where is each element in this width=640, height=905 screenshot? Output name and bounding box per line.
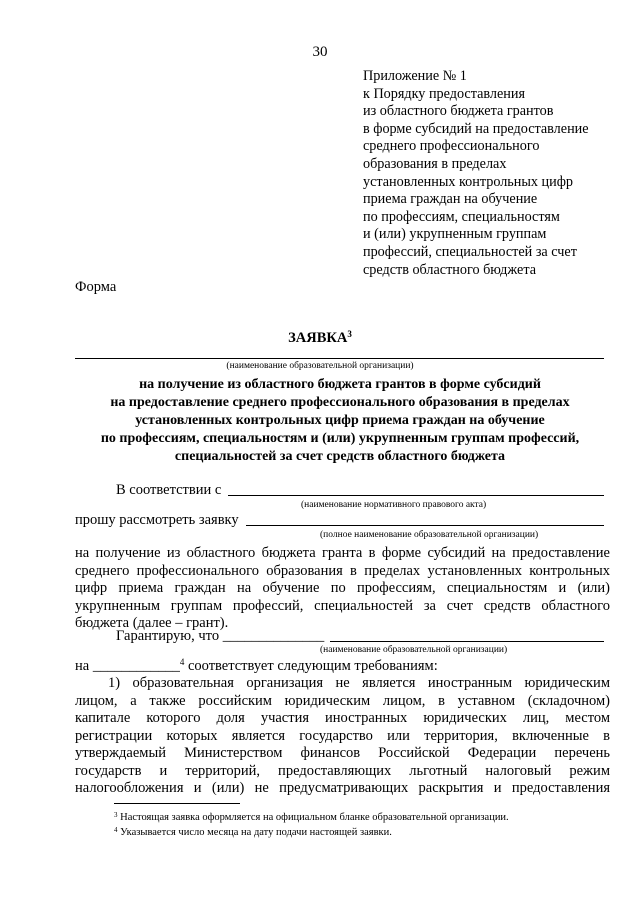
- on-rest-text: соответствует следующим требованиям:: [184, 658, 438, 674]
- guarantee-blank[interactable]: ______________: [222, 628, 325, 644]
- title-footnote-mark: 3: [347, 329, 352, 339]
- document-title: [0, 329, 640, 347]
- act-name-line[interactable]: [228, 495, 604, 496]
- heading-line: специальностей за счет средств областного бюджета: [174, 449, 506, 464]
- footnote-rule: [114, 803, 240, 804]
- full-org-line[interactable]: [246, 525, 604, 526]
- appendix-line: к Порядку предоставления: [363, 85, 525, 102]
- footnote-mark: 3: [114, 811, 118, 819]
- text-line: капитале которого доля участия иностранных юридических лиц, местом: [75, 710, 610, 726]
- guarantee-text: Гарантирую, что: [116, 628, 220, 644]
- appendix-line: по профессиям, специальностям: [363, 208, 560, 225]
- heading-line: установленных контрольных цифр приема граждан на обучение: [135, 413, 545, 428]
- footnote-3: [114, 811, 509, 823]
- appendix-line: приема граждан на обучение: [363, 191, 538, 208]
- heading-line: по профессиям, специальностям и (или) укрупненным группам профессий,: [100, 431, 580, 446]
- footnote-4: [114, 826, 392, 838]
- title-text: ЗАЯВКА: [288, 330, 348, 346]
- heading-line: на получение из областного бюджета грантов в форме субсидий: [139, 377, 541, 392]
- act-caption: (наименование нормативного правового акта): [301, 500, 487, 510]
- appendix-line: Приложение № 1: [363, 68, 467, 84]
- appendix-line: среднего профессионального: [363, 138, 540, 155]
- appendix-line: образования в пределах: [363, 155, 507, 172]
- appendix-line: профессий, специальностей за счет: [363, 243, 577, 260]
- according-text: В соответствии с: [116, 482, 222, 498]
- text-line: укрупненным группам профессий, специальностей за счет средств областного: [75, 597, 610, 614]
- text-line: на получение из областного бюджета гранта в форме субсидий на предоставление: [75, 545, 610, 561]
- heading: [60, 376, 620, 466]
- guarantee-row: [116, 628, 324, 645]
- text-line: среднего профессионального образования в пределах установленных контрольных: [75, 562, 610, 579]
- org-name-line[interactable]: [75, 358, 604, 359]
- text-line: 1) образовательная организация не является иностранным юридическим: [108, 675, 610, 691]
- page-number: 30: [312, 44, 328, 60]
- text-line: лицом, а также российским юридическим лицом, в уставном (складочном): [75, 692, 610, 709]
- on-date-row: [75, 657, 438, 675]
- appendix-line: и (или) укрупненным группам: [363, 226, 547, 243]
- guarantee-caption: (наименование образовательной организации): [320, 645, 508, 655]
- text-line: регистрации которых является государство или территория, включенные в: [75, 727, 610, 744]
- appendix-line: из областного бюджета грантов: [363, 103, 554, 120]
- text-line: утверждаемый Министерством финансов Российской Федерации перечень: [75, 745, 610, 761]
- date-footnote-mark: 4: [179, 657, 185, 667]
- date-blank[interactable]: ____________: [92, 658, 180, 674]
- paragraph-1: [75, 545, 610, 633]
- text-line: государств и территорий, предоставляющих льготный налоговый режим: [75, 762, 610, 779]
- on-text: на: [75, 658, 90, 674]
- text-line: налогообложения и (или) не предусматривающих раскрытия и предоставления: [75, 780, 610, 796]
- text-line: цифр приема граждан на обучение по профессиям, специальностям и (или): [75, 580, 610, 596]
- requirement-item-1: [75, 675, 610, 798]
- appendix-line: средств областного бюджета: [363, 261, 536, 278]
- footnote-text: Настоящая заявка оформляется на официальном бланке образовательной организации.: [117, 812, 509, 823]
- footnote-mark: 4: [114, 826, 118, 834]
- appendix-block: [363, 68, 589, 279]
- appendix-line: установленных контрольных цифр: [363, 173, 574, 190]
- request-text: прошу рассмотреть заявку: [75, 512, 239, 528]
- form-label: Форма: [75, 279, 117, 295]
- heading-line: на предоставление среднего профессионального образования в пределах: [110, 395, 570, 410]
- full-org-caption: (полное наименование образовательной организации): [320, 530, 539, 540]
- org-name-caption: (наименование образовательной организации): [226, 361, 414, 371]
- footnote-text: Указывается число месяца на дату подачи настоящей заявки.: [117, 827, 392, 838]
- guarantee-line[interactable]: [330, 641, 604, 642]
- appendix-line: в форме субсидий на предоставление: [363, 120, 589, 137]
- text-line: бюджета (далее – грант).: [75, 615, 229, 631]
